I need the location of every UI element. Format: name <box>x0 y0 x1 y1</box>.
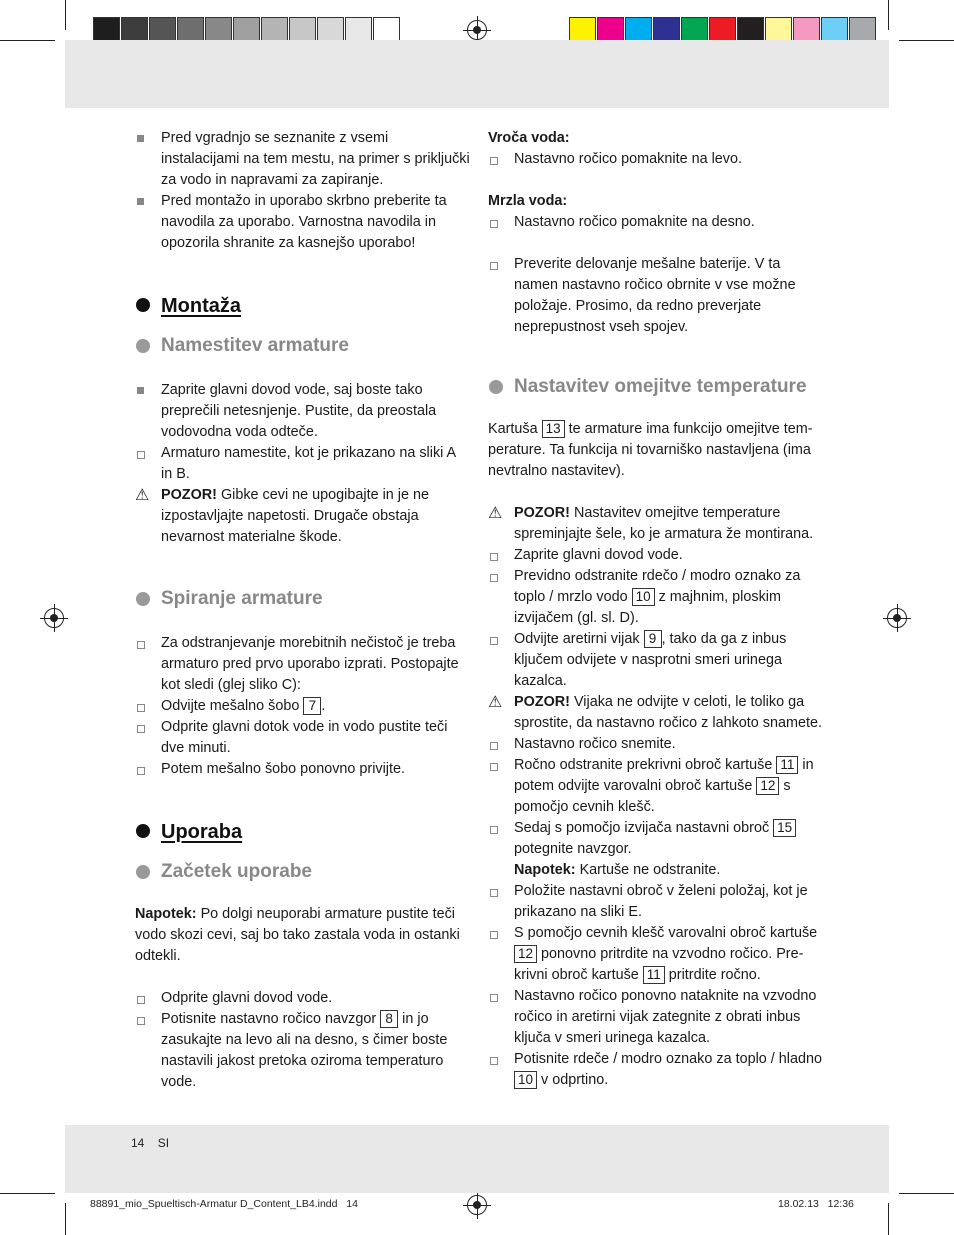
label-vroca-voda: Vroča voda: <box>488 130 570 146</box>
crop-mark <box>0 1193 55 1194</box>
gray-circle-bullet-icon <box>136 592 150 606</box>
footer-band <box>65 1125 889 1193</box>
checkbox-square-icon <box>490 553 498 561</box>
subsection-heading-nastavitev: Nastavitev omejitve temperature <box>488 376 823 398</box>
list-item: Odvijte aretirni vijak 9 , tako da ga z inbus ključem odvijete v nasprotni smeri urinega kazalca. <box>488 629 823 692</box>
warning-triangle-icon: ⚠ <box>488 505 503 522</box>
part-reference: 11 <box>643 966 665 984</box>
crop-mark <box>65 1203 66 1235</box>
checkbox-square-icon <box>490 931 498 939</box>
checkbox-square-icon <box>490 262 498 270</box>
checkbox-square-icon <box>490 994 498 1002</box>
list-item: Ročno odstranite prekrivni obroč kartuše 11 in potem odvijte varovalni obroč kartuše 12 s pomočjo cevnih klešč. <box>488 755 823 818</box>
list-item: Položite nastavni obroč v želeni položaj, kot je prikazano na sliki E. <box>488 881 823 923</box>
gray-circle-bullet-icon <box>136 339 150 353</box>
warning-triangle-icon: ⚠ <box>135 487 150 504</box>
filled-square-bullet-icon <box>137 135 144 142</box>
subsection-heading-zacetek: Začetek uporabe <box>135 861 470 883</box>
crop-mark <box>65 0 66 30</box>
crop-mark <box>899 40 954 41</box>
print-timestamp: 18.02.13 12:36 <box>778 1198 854 1210</box>
subsection-heading-spiranje: Spiranje armature <box>135 588 470 610</box>
registration-mark-icon <box>467 20 487 40</box>
crop-mark <box>888 0 889 30</box>
registration-mark-icon <box>887 608 907 628</box>
list-item: Za odstranjevanje morebitnih nečistoč je treba armaturo pred prvo uporabo izprati. Postopajte kot sledi (glej sliko C): <box>135 633 470 696</box>
list-item: Odvijte mešalno šobo 7 . <box>135 696 470 717</box>
part-reference: 10 <box>514 1071 537 1089</box>
list-item: Pred montažo in uporabo skrbno preberite ta navodila za uporabo. Varnostna navodila in opozorila shranite za kasnejšo uporabo! <box>135 191 470 254</box>
checkbox-square-icon <box>490 574 498 582</box>
list-item: Previdno odstranite rdečo / modro oznako za toplo / mrzlo vodo 10 z majhnim, ploskim izvijačem (gl. sl. D). <box>488 566 823 629</box>
list-item: S pomočjo cevnih klešč varovalni obroč kartuše 12 ponovno pritrdite na vzvodno ročico. Pre-krivni obroč kartuše 11 pritrdite ročno. <box>488 923 823 986</box>
part-reference: 15 <box>773 819 796 837</box>
gray-circle-bullet-icon <box>489 380 503 394</box>
gray-circle-bullet-icon <box>136 865 150 879</box>
crop-mark <box>899 1193 954 1194</box>
crop-mark <box>888 1203 889 1235</box>
filled-square-bullet-icon <box>137 387 144 394</box>
list-item: Potisnite nastavno ročico navzgor 8 in jo zasukajte na levo ali na desno, s čimer boste nastavili jakost pretoka oziroma temperaturo vode. <box>135 1009 470 1093</box>
checkbox-square-icon <box>490 220 498 228</box>
list-item: Sedaj s pomočjo izvijača nastavni obroč 15 potegnite navzgor. Napotek: Kartuše ne odstranite. <box>488 818 823 881</box>
list-item: Preverite delovanje mešalne baterije. V ta namen nastavno ročico obrnite v vse možne položaje. Prosimo, da redno preverjate neprepustnost vseh spojev. <box>488 254 823 338</box>
part-reference: 12 <box>756 777 779 795</box>
list-item: Nastavno ročico ponovno nataknite na vzvodno ročico in aretirni vijak zategnite z obrati inbus ključa v smeri urinega kazalca. <box>488 986 823 1049</box>
part-reference: 12 <box>514 945 537 963</box>
list-item: Nastavno ročico snemite. <box>488 734 823 755</box>
checkbox-square-icon <box>137 1017 145 1025</box>
checkbox-square-icon <box>137 704 145 712</box>
warning-note: ⚠ POZOR! Nastavitev omejitve temperature spreminjajte šele, ko je armatura že montirana. <box>488 505 814 542</box>
list-item: Zaprite glavni dovod vode, saj boste tako preprečili netesnjenje. Pustite, da preostala vodovodna voda odteče. <box>135 380 470 443</box>
checkbox-square-icon <box>490 889 498 897</box>
file-slug: 88891_mio_Spueltisch-Armatur D_Content_LB4.indd 14 <box>90 1198 358 1210</box>
list-item: Odprite glavni dovod vode. <box>135 988 470 1009</box>
warning-triangle-icon: ⚠ <box>488 694 503 711</box>
subsection-heading-namestitev: Namestitev armature <box>135 335 470 357</box>
list-item: Nastavno ročico pomaknite na desno. <box>488 212 823 233</box>
section-heading-uporaba: Uporaba <box>135 820 470 844</box>
part-reference: 11 <box>776 756 798 774</box>
crop-mark <box>0 40 55 41</box>
list-item: Armaturo namestite, kot je prikazano na sliki A in B. <box>135 443 470 485</box>
checkbox-square-icon <box>490 637 498 645</box>
filled-square-bullet-icon <box>137 198 144 205</box>
list-item: Pred vgradnjo se seznanite z vsemi instalacijami na tem mestu, na primer s priključki za vodo in napravami za zapiranje. <box>135 128 470 191</box>
part-reference: 13 <box>542 420 565 438</box>
list-item: Potem mešalno šobo ponovno privijte. <box>135 759 470 780</box>
right-column <box>488 128 823 1091</box>
header-band <box>65 40 889 108</box>
list-item: Zaprite glavni dovod vode. <box>488 545 823 566</box>
label-mrzla-voda: Mrzla voda: <box>488 193 568 209</box>
checkbox-square-icon <box>490 157 498 165</box>
warning-note: ⚠ POZOR! Vijaka ne odvijte v celoti, le toliko ga sprostite, da nastavno ročico z lahkoto snamete. <box>488 694 822 731</box>
black-circle-bullet-icon <box>136 298 150 312</box>
checkbox-square-icon <box>137 641 145 649</box>
part-reference: 10 <box>632 588 655 606</box>
checkbox-square-icon <box>490 742 498 750</box>
language-code: SI <box>157 1136 170 1150</box>
registration-mark-icon <box>44 608 64 628</box>
checkbox-square-icon <box>490 826 498 834</box>
section-heading-montaza: Montaža <box>135 294 470 318</box>
checkbox-square-icon <box>137 996 145 1004</box>
part-reference: 8 <box>380 1010 398 1028</box>
part-reference: 7 <box>303 697 321 715</box>
intro-paragraph: Kartuša 13 te armature ima funkcijo omejitve tem-perature. Ta funkcija ni tovarniško nastavljena (ima nevtralno nastavitev). <box>488 421 813 479</box>
left-column <box>135 128 470 1093</box>
warning-note: ⚠ POZOR! Gibke cevi ne upogibajte in je ne izpostavljajte napetosti. Drugače obstaja nevarnost materialne škode. <box>135 487 429 545</box>
black-circle-bullet-icon <box>136 824 150 838</box>
list-item: Potisnite rdeče / modro oznako za toplo / hladno 10 v odprtino. <box>488 1049 823 1091</box>
list-item: Nastavno ročico pomaknite na levo. <box>488 149 823 170</box>
note-paragraph: Napotek: Po dolgi neuporabi armature pustite teči vodo skozi cevi, saj bo tako zastala voda in ostanki odtekli. <box>135 906 460 964</box>
checkbox-square-icon <box>490 763 498 771</box>
checkbox-square-icon <box>137 451 145 459</box>
checkbox-square-icon <box>137 767 145 775</box>
checkbox-square-icon <box>137 725 145 733</box>
registration-mark-icon <box>467 1195 487 1215</box>
part-reference: 9 <box>644 630 662 648</box>
page-number: 14 SI <box>131 1136 170 1150</box>
list-item: Odprite glavni dotok vode in vodo pustite teči dve minuti. <box>135 717 470 759</box>
checkbox-square-icon <box>490 1057 498 1065</box>
